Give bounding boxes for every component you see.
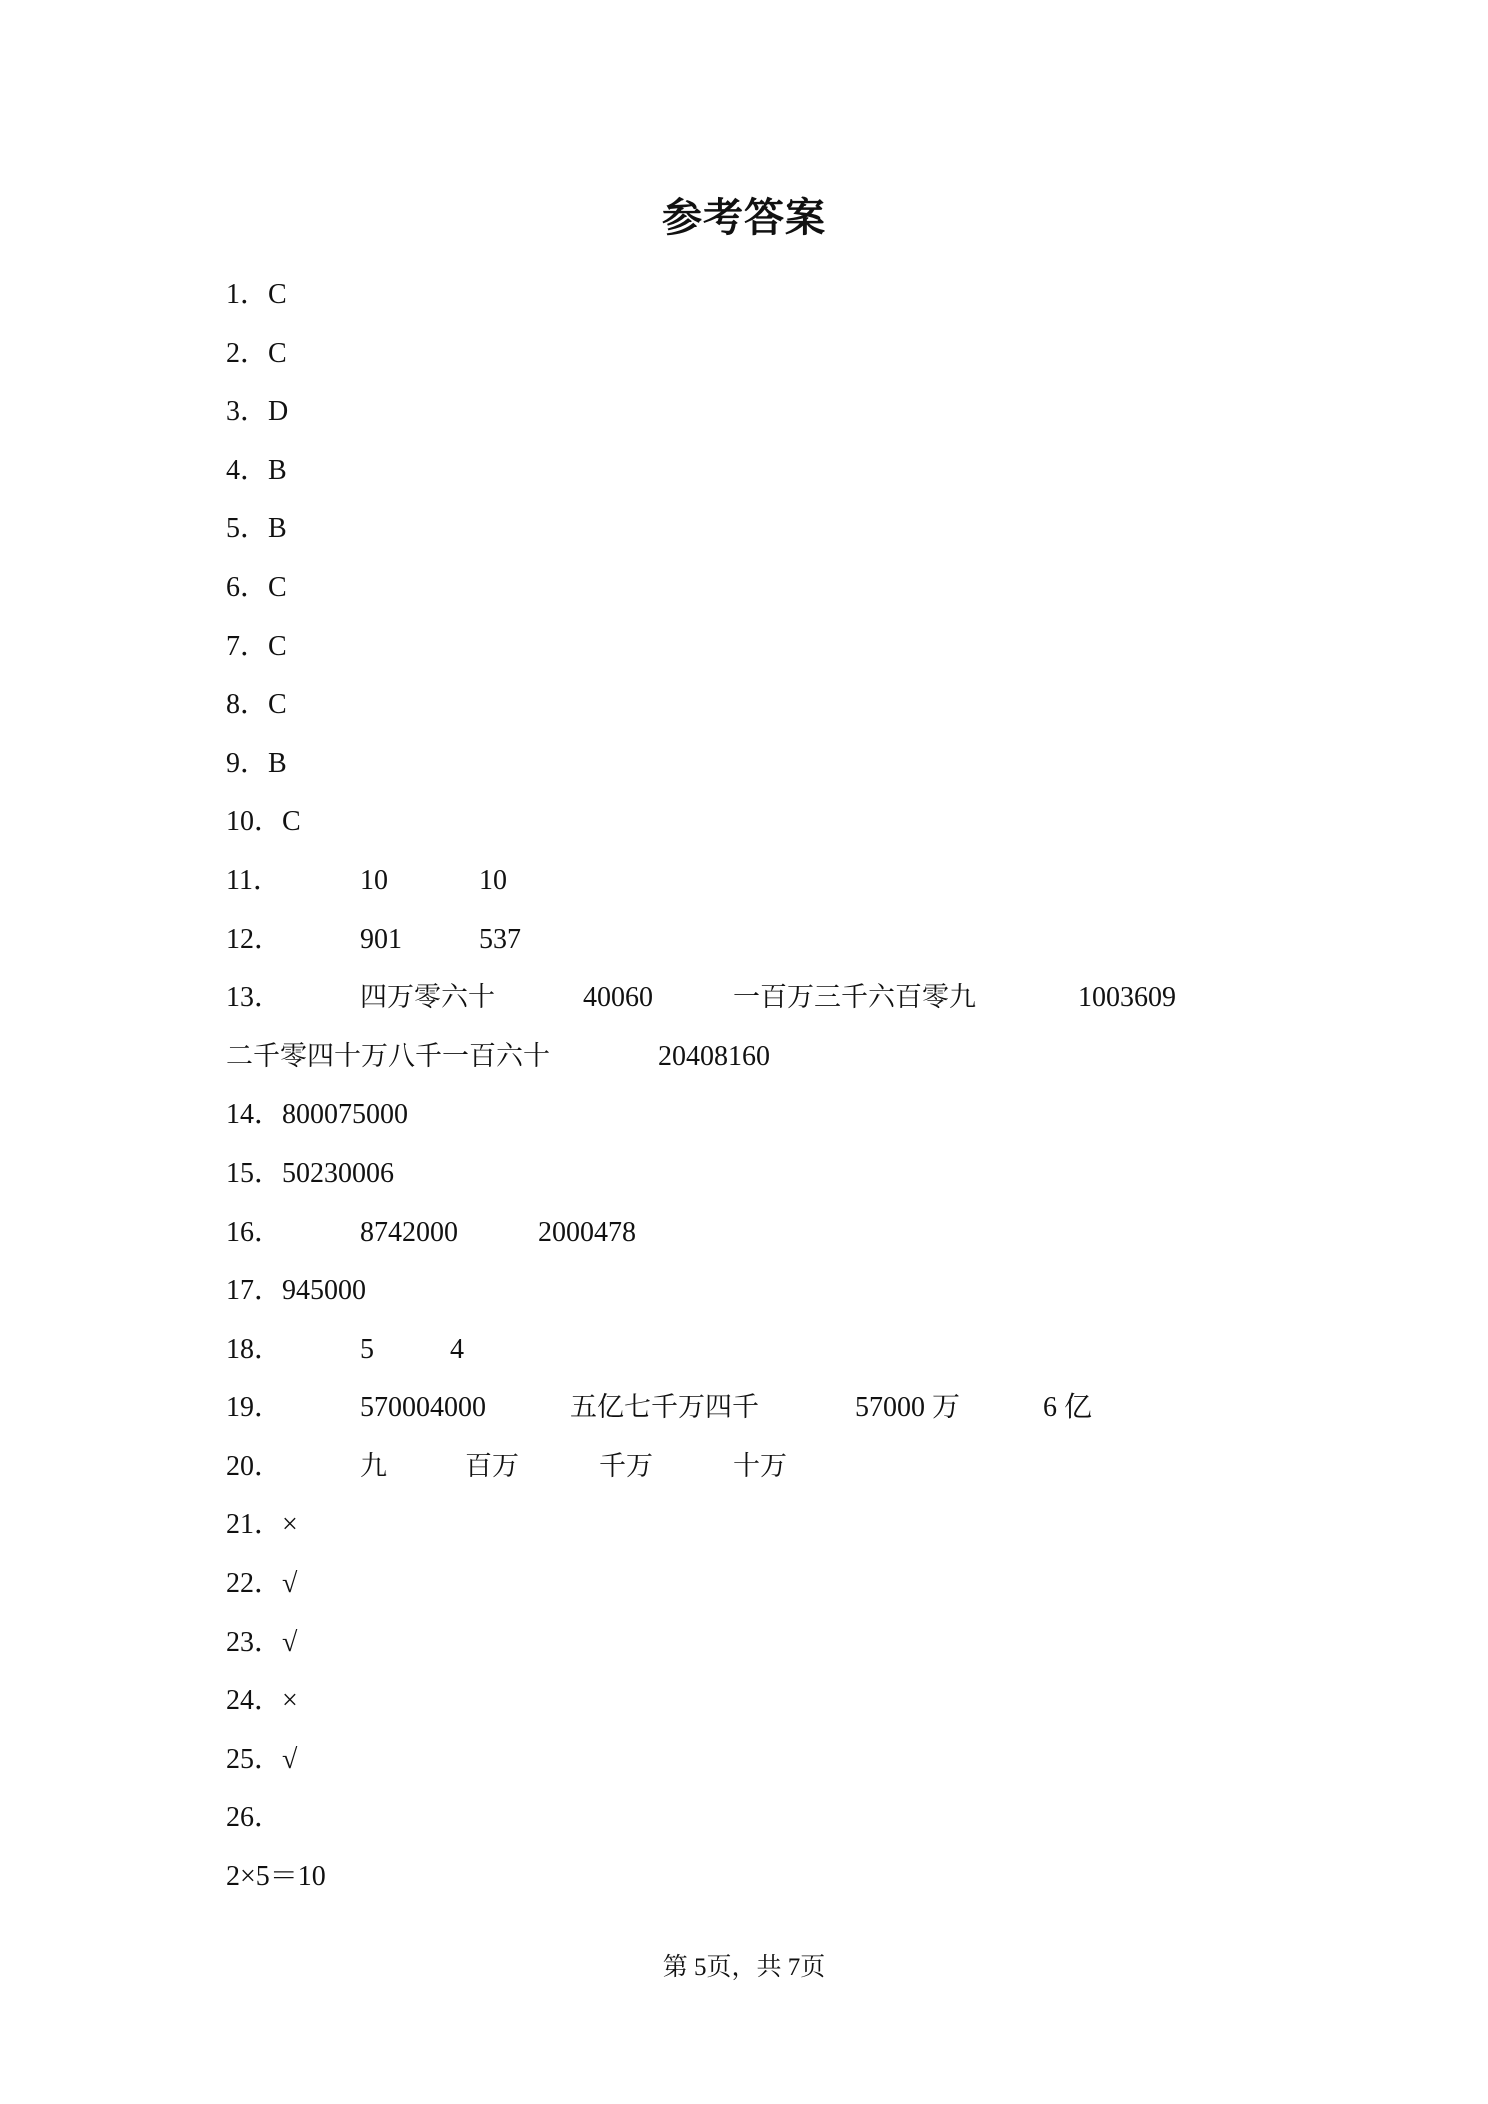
- answer-value: 2×5＝10: [226, 1861, 326, 1893]
- answer-number: 6．: [226, 571, 269, 603]
- answer-number: 25．: [226, 1743, 283, 1775]
- answer-number: 2．: [226, 337, 269, 369]
- answer-row-1: [226, 266, 1286, 325]
- answer-value: 九: [360, 1450, 387, 1482]
- answer-row-5: [226, 500, 1286, 559]
- answer-row-23: [226, 1614, 1286, 1673]
- answer-row-22: [226, 1555, 1286, 1614]
- answer-row-9: [226, 735, 1286, 794]
- answer-value: 20408160: [658, 1040, 770, 1072]
- answer-number: 1．: [226, 279, 269, 310]
- answer-number: 17．: [226, 1275, 283, 1307]
- answer-value: 6 亿: [1043, 1392, 1093, 1424]
- answer-value: 800075000: [282, 1099, 409, 1131]
- answer-row-17: [226, 1262, 1286, 1321]
- answer-value: √: [282, 1568, 298, 1600]
- page-title: 参考答案: [662, 195, 826, 241]
- answer-value: 千万: [599, 1450, 653, 1482]
- answer-value: 901: [360, 923, 402, 955]
- answer-value: 8742000: [360, 1216, 458, 1248]
- answer-value: 945000: [282, 1275, 367, 1307]
- answer-value: 2000478: [538, 1216, 636, 1248]
- answer-row-10: [226, 793, 1286, 852]
- answer-row-15: [226, 1145, 1286, 1204]
- answer-value: 十万: [733, 1450, 787, 1482]
- answer-row-3: [226, 383, 1286, 442]
- answer-value: 五亿七千万四千: [570, 1392, 759, 1424]
- answer-value: C: [268, 571, 287, 603]
- answer-value: B: [268, 747, 287, 779]
- answer-value: ×: [282, 1685, 298, 1717]
- answer-value: √: [282, 1626, 298, 1658]
- answer-number: 19．: [226, 1392, 283, 1424]
- answer-value: 1003609: [1078, 982, 1176, 1014]
- answer-row-11: [226, 852, 1286, 911]
- answer-number: 26．: [226, 1802, 283, 1834]
- answer-row-19: [226, 1379, 1286, 1438]
- answer-value: 四万零六十: [360, 982, 495, 1014]
- answer-number: 11．: [226, 864, 281, 896]
- answer-number: 21．: [226, 1509, 283, 1541]
- answer-number: 23．: [226, 1626, 283, 1658]
- answer-value: 一百万三千六百零九: [733, 982, 976, 1014]
- answer-number: 7．: [226, 630, 269, 662]
- answer-value: B: [268, 454, 287, 486]
- answer-row-13-continued: [226, 1028, 1286, 1087]
- answer-value: B: [268, 513, 287, 545]
- answer-row-16: [226, 1204, 1286, 1263]
- answer-value: C: [268, 279, 287, 310]
- answer-value: C: [268, 337, 287, 369]
- answer-list: [226, 266, 1286, 1907]
- answer-number: 14．: [226, 1099, 283, 1131]
- answer-value: C: [268, 689, 287, 721]
- answer-number: 9．: [226, 747, 269, 779]
- answer-row-25: [226, 1731, 1286, 1790]
- answer-value: C: [282, 806, 301, 838]
- answer-value: C: [268, 630, 287, 662]
- answer-value: ×: [282, 1509, 298, 1541]
- answer-value: 二千零四十万八千一百六十: [226, 1040, 550, 1072]
- page-footer: [0, 1948, 1488, 1988]
- answer-number: 5．: [226, 513, 269, 545]
- answer-row-4: [226, 442, 1286, 501]
- answer-value: 4: [450, 1333, 464, 1365]
- answer-number: 24．: [226, 1685, 283, 1717]
- answer-value: 570004000: [360, 1392, 486, 1424]
- answer-value: 10: [479, 864, 507, 896]
- answer-row-2: [226, 325, 1286, 384]
- answer-value: 百万: [465, 1450, 519, 1482]
- answer-value: √: [282, 1743, 298, 1775]
- answer-row-18: [226, 1321, 1286, 1380]
- answer-row-26-continued: [226, 1848, 1286, 1907]
- answer-row-8: [226, 676, 1286, 735]
- answer-number: 10．: [226, 806, 283, 838]
- answer-number: 15．: [226, 1157, 283, 1189]
- answer-row-14: [226, 1086, 1286, 1145]
- answer-number: 12．: [226, 923, 283, 955]
- answer-value: D: [268, 396, 289, 428]
- answer-row-21: [226, 1496, 1286, 1555]
- answer-value: 57000 万: [855, 1392, 961, 1424]
- answer-row-12: [226, 911, 1286, 970]
- answer-number: 22．: [226, 1568, 283, 1600]
- answer-number: 20．: [226, 1450, 283, 1482]
- answer-number: 18．: [226, 1333, 283, 1365]
- answer-value: 40060: [583, 982, 653, 1014]
- answer-value: 537: [479, 923, 521, 955]
- answer-number: 8．: [226, 689, 269, 721]
- answer-value: 10: [360, 864, 388, 896]
- answer-row-7: [226, 618, 1286, 677]
- answer-row-13: [226, 969, 1286, 1028]
- answer-number: 4．: [226, 454, 269, 486]
- page-number-text: 第 5页，共 7页: [662, 1954, 826, 1981]
- answer-value: 5: [360, 1333, 374, 1365]
- answer-row-20: [226, 1438, 1286, 1497]
- answer-row-24: [226, 1672, 1286, 1731]
- answer-row-26: [226, 1789, 1286, 1848]
- answer-number: 13．: [226, 982, 283, 1014]
- answer-value: 50230006: [282, 1157, 395, 1189]
- answer-number: 16．: [226, 1216, 283, 1248]
- answer-row-6: [226, 559, 1286, 618]
- answer-number: 3．: [226, 396, 269, 428]
